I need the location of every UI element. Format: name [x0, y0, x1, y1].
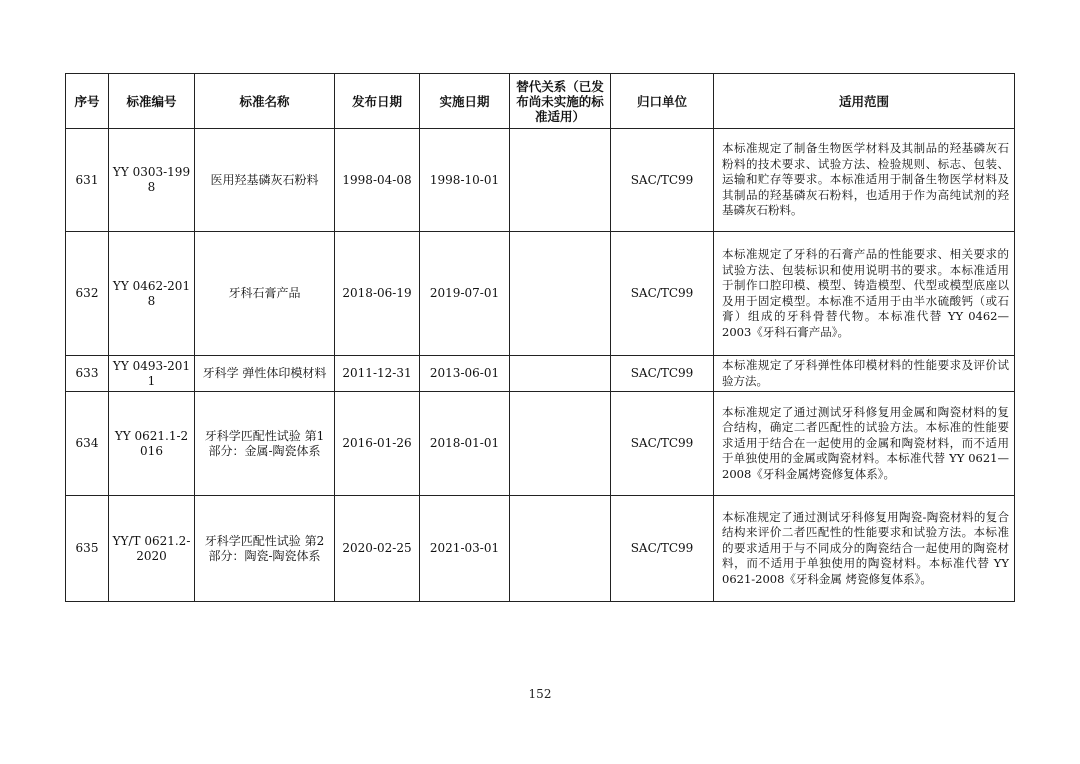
cell-replacement [510, 496, 611, 602]
table-row [66, 356, 1015, 392]
cell-scope: 本标准规定了牙科弹性体印模材料的性能要求及评价试验方法。 [714, 356, 1015, 392]
cell-serial: 633 [66, 356, 109, 392]
header-scope: 适用范围 [714, 74, 1015, 129]
cell-standard-name: 医用羟基磷灰石粉料 [195, 129, 335, 232]
header-implement-date: 实施日期 [420, 74, 510, 129]
cell-scope: 本标准规定了通过测试牙科修复用金属和陶瓷材料的复合结构，确定二者匹配性的试验方法。本标准的性能要求适用于结合在一起使用的金属和陶瓷材料，而不适用于单独使用的金属或陶瓷材料。本标准代替 YY 0621—2008《牙科金属烤瓷修复体系》。 [714, 392, 1015, 496]
cell-responsible-unit: SAC/TC99 [611, 129, 714, 232]
cell-scope: 本标准规定了制备生物医学材料及其制品的羟基磷灰石粉料的技术要求、试验方法、检验规则、标志、包装、运输和贮存等要求。本标准适用于制备生物医学材料及其制品的羟基磷灰石粉料，也适用于作为高纯试剂的羟基磷灰石粉料。 [714, 129, 1015, 232]
cell-scope: 本标准规定了牙科的石膏产品的性能要求、相关要求的试验方法、包装标识和使用说明书的要求。本标准适用于制作口腔印模、模型、铸造模型、代型或模型底座以及用于固定模型。本标准不适用于由半水硫酸钙（或石膏）组成的牙科骨替代物。本标准代替 YY 0462—2003《牙科石膏产品》。 [714, 232, 1015, 356]
header-publish-date: 发布日期 [335, 74, 420, 129]
cell-responsible-unit: SAC/TC99 [611, 392, 714, 496]
cell-publish-date: 2020-02-25 [335, 496, 420, 602]
cell-standard-name: 牙科学匹配性试验 第1部分：金属-陶瓷体系 [195, 392, 335, 496]
header-replacement: 替代关系（已发布尚未实施的标准适用） [510, 74, 611, 129]
standards-table [65, 73, 1015, 602]
cell-standard-name: 牙科石膏产品 [195, 232, 335, 356]
cell-responsible-unit: SAC/TC99 [611, 356, 714, 392]
header-standard-name: 标准名称 [195, 74, 335, 129]
cell-standard-name: 牙科学 弹性体印模材料 [195, 356, 335, 392]
cell-implement-date: 2021-03-01 [420, 496, 510, 602]
cell-standard-code: YY 0493-2011 [109, 356, 195, 392]
cell-replacement [510, 129, 611, 232]
cell-implement-date: 2013-06-01 [420, 356, 510, 392]
cell-standard-code: YY/T 0621.2-2020 [109, 496, 195, 602]
cell-standard-code: YY 0303-1998 [109, 129, 195, 232]
cell-scope: 本标准规定了通过测试牙科修复用陶瓷-陶瓷材料的复合结构来评价二者匹配性的性能要求和试验方法。本标准的要求适用于与不同成分的陶瓷结合一起使用的陶瓷材料，而不适用于单独使用的陶瓷材料。本标准代替 YY 0621-2008《牙科金属 烤瓷修复体系》。 [714, 496, 1015, 602]
cell-serial: 635 [66, 496, 109, 602]
table-row [66, 392, 1015, 496]
page-number: 152 [528, 687, 552, 701]
cell-standard-name: 牙科学匹配性试验 第2部分：陶瓷-陶瓷体系 [195, 496, 335, 602]
table-row [66, 129, 1015, 232]
cell-implement-date: 1998-10-01 [420, 129, 510, 232]
cell-responsible-unit: SAC/TC99 [611, 232, 714, 356]
cell-serial: 631 [66, 129, 109, 232]
cell-implement-date: 2018-01-01 [420, 392, 510, 496]
cell-serial: 634 [66, 392, 109, 496]
cell-standard-code: YY 0621.1-2016 [109, 392, 195, 496]
table-header-row [66, 74, 1015, 129]
cell-publish-date: 1998-04-08 [335, 129, 420, 232]
cell-replacement [510, 232, 611, 356]
table-row [66, 232, 1015, 356]
header-responsible-unit: 归口单位 [611, 74, 714, 129]
cell-implement-date: 2019-07-01 [420, 232, 510, 356]
table-row [66, 496, 1015, 602]
cell-replacement [510, 392, 611, 496]
cell-serial: 632 [66, 232, 109, 356]
cell-publish-date: 2016-01-26 [335, 392, 420, 496]
header-serial: 序号 [66, 74, 109, 129]
cell-standard-code: YY 0462-2018 [109, 232, 195, 356]
cell-publish-date: 2018-06-19 [335, 232, 420, 356]
header-standard-code: 标准编号 [109, 74, 195, 129]
cell-publish-date: 2011-12-31 [335, 356, 420, 392]
cell-responsible-unit: SAC/TC99 [611, 496, 714, 602]
cell-replacement [510, 356, 611, 392]
